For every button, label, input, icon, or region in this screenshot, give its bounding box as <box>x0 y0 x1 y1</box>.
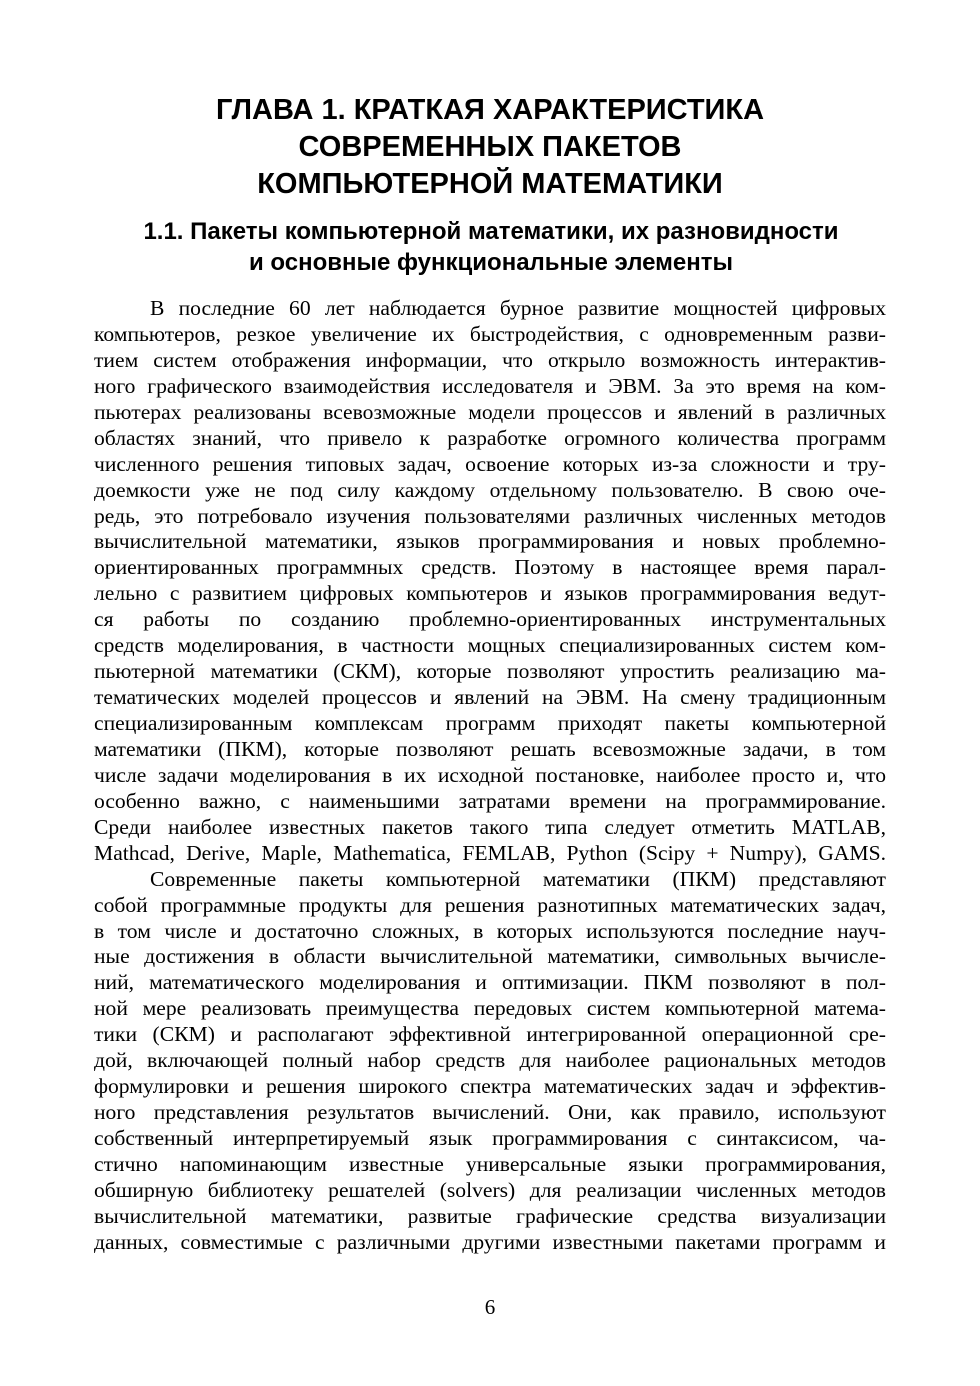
text-line: ориентированных программных средств. Поэтому в настоящее время парал- <box>94 555 886 580</box>
text-line: особенно важно, с наименьшими затратами времени на программирование. <box>94 788 886 813</box>
text-line: Современные пакеты компьютерной математики (ПКМ) представляют <box>150 866 886 891</box>
section-title <box>96 216 886 278</box>
text-line: формулировки и решения широкого спектра математических задач и эффектив- <box>94 1074 886 1099</box>
text-line: специализированным комплексам программ приходят пакеты компьютерной <box>94 711 886 735</box>
text-line: тематических моделей процессов и явлений на ЭВМ. На смену традиционным <box>94 685 886 710</box>
text-line: компьютеров, резкое увеличение их быстродействия, с одновременным разви- <box>94 321 886 346</box>
page-number: 6 <box>484 1295 496 1319</box>
text-line: численного решения типовых задач, освоение которых из-за сложности и тру- <box>94 451 886 476</box>
text-line: пьютерах реализованы всевозможные модели процессов и явлений в различных <box>94 399 886 424</box>
text-line: тики (СКМ) и располагают эффективной интегрированной операционной сре- <box>94 1022 886 1047</box>
text-line: в том числе и достаточно сложных, в которых используются последние науч- <box>94 918 886 943</box>
text-line: ся работы по созданию проблемно-ориентированных инструментальных <box>94 607 886 632</box>
text-line: числе задачи моделирования в их исходной постановке, наиболее просто и, что <box>94 762 886 787</box>
text-line: редь, это потребовало изучения пользователями различных численных методов <box>94 503 886 528</box>
section-title-line: и основные функциональные элементы <box>248 249 734 276</box>
body-text <box>94 296 886 1256</box>
section-title-line: 1.1. Пакеты компьютерной математики, их разновидности <box>143 218 839 245</box>
text-line: В последние 60 лет наблюдается бурное развитие мощностей цифровых <box>150 296 886 320</box>
text-line: лельно с развитием цифровых компьютеров и языков программирования ведут- <box>94 581 886 606</box>
chapter-title-line: СОВРЕМЕННЫХ ПАКЕТОВ <box>298 131 682 163</box>
chapter-title-line: КОМПЬЮТЕРНОЙ МАТЕМАТИКИ <box>257 168 723 200</box>
text-line: стично напоминающим известные универсальные языки программирования, <box>94 1151 886 1176</box>
text-line: Mathcad, Derive, Maple, Mathematica, FEMLAB, Python (Scipy + Numpy), GAMS. <box>94 840 886 865</box>
chapter-title <box>100 92 880 203</box>
text-line: пьютерной математики (СКМ), которые позволяют упростить реализацию ма- <box>94 659 886 684</box>
paragraph-1 <box>94 296 886 867</box>
text-line: областях знаний, что привело к разработке огромного количества программ <box>94 425 886 450</box>
text-line: средств моделирования, в частности мощных специализированных систем ком- <box>94 633 886 658</box>
text-line: вычислительной математики, развитые графические средства визуализации <box>94 1203 886 1228</box>
text-line: тием систем отображения информации, что открыло возможность интерактив- <box>94 347 886 372</box>
text-line: доемкости уже не под силу каждому отдельному пользователю. В свою оче- <box>94 477 886 502</box>
chapter-title-line: ГЛАВА 1. КРАТКАЯ ХАРАКТЕРИСТИКА <box>215 94 765 126</box>
text-line: ного графического взаимодействия исследователя и ЭВМ. За это время на ком- <box>94 373 886 398</box>
text-line: ного представления результатов вычислений. Они, как правило, используют <box>94 1100 886 1125</box>
paragraph-2 <box>94 867 886 1256</box>
text-line: ной мере реализовать преимущества передовых систем компьютерной матема- <box>94 996 886 1021</box>
text-line: ные достижения в области вычислительной математики, символьных вычисле- <box>94 944 886 969</box>
text-line: ний, математического моделирования и оптимизации. ПКМ позволяют в пол- <box>94 970 886 995</box>
text-line: Среди наиболее известных пакетов такого типа следует отметить MATLAB, <box>94 814 886 839</box>
text-line: обширную библиотеку решателей (solvers) для реализации численных методов <box>94 1177 886 1202</box>
text-line: вычислительной математики, языков программирования и новых проблемно- <box>94 529 886 554</box>
text-line: собой программные продукты для решения разнотипных математических задач, <box>94 892 886 917</box>
text-line: собственный интерпретируемый язык программирования с синтаксисом, ча- <box>94 1126 886 1150</box>
text-line: данных, совместимые с различными другими известными пакетами программ и <box>94 1229 886 1254</box>
text-line: дой, включающей полный набор средств для наиболее рациональных методов <box>94 1048 886 1073</box>
text-line: математики (ПКМ), которые позволяют решать всевозможные задачи, в том <box>94 736 886 761</box>
